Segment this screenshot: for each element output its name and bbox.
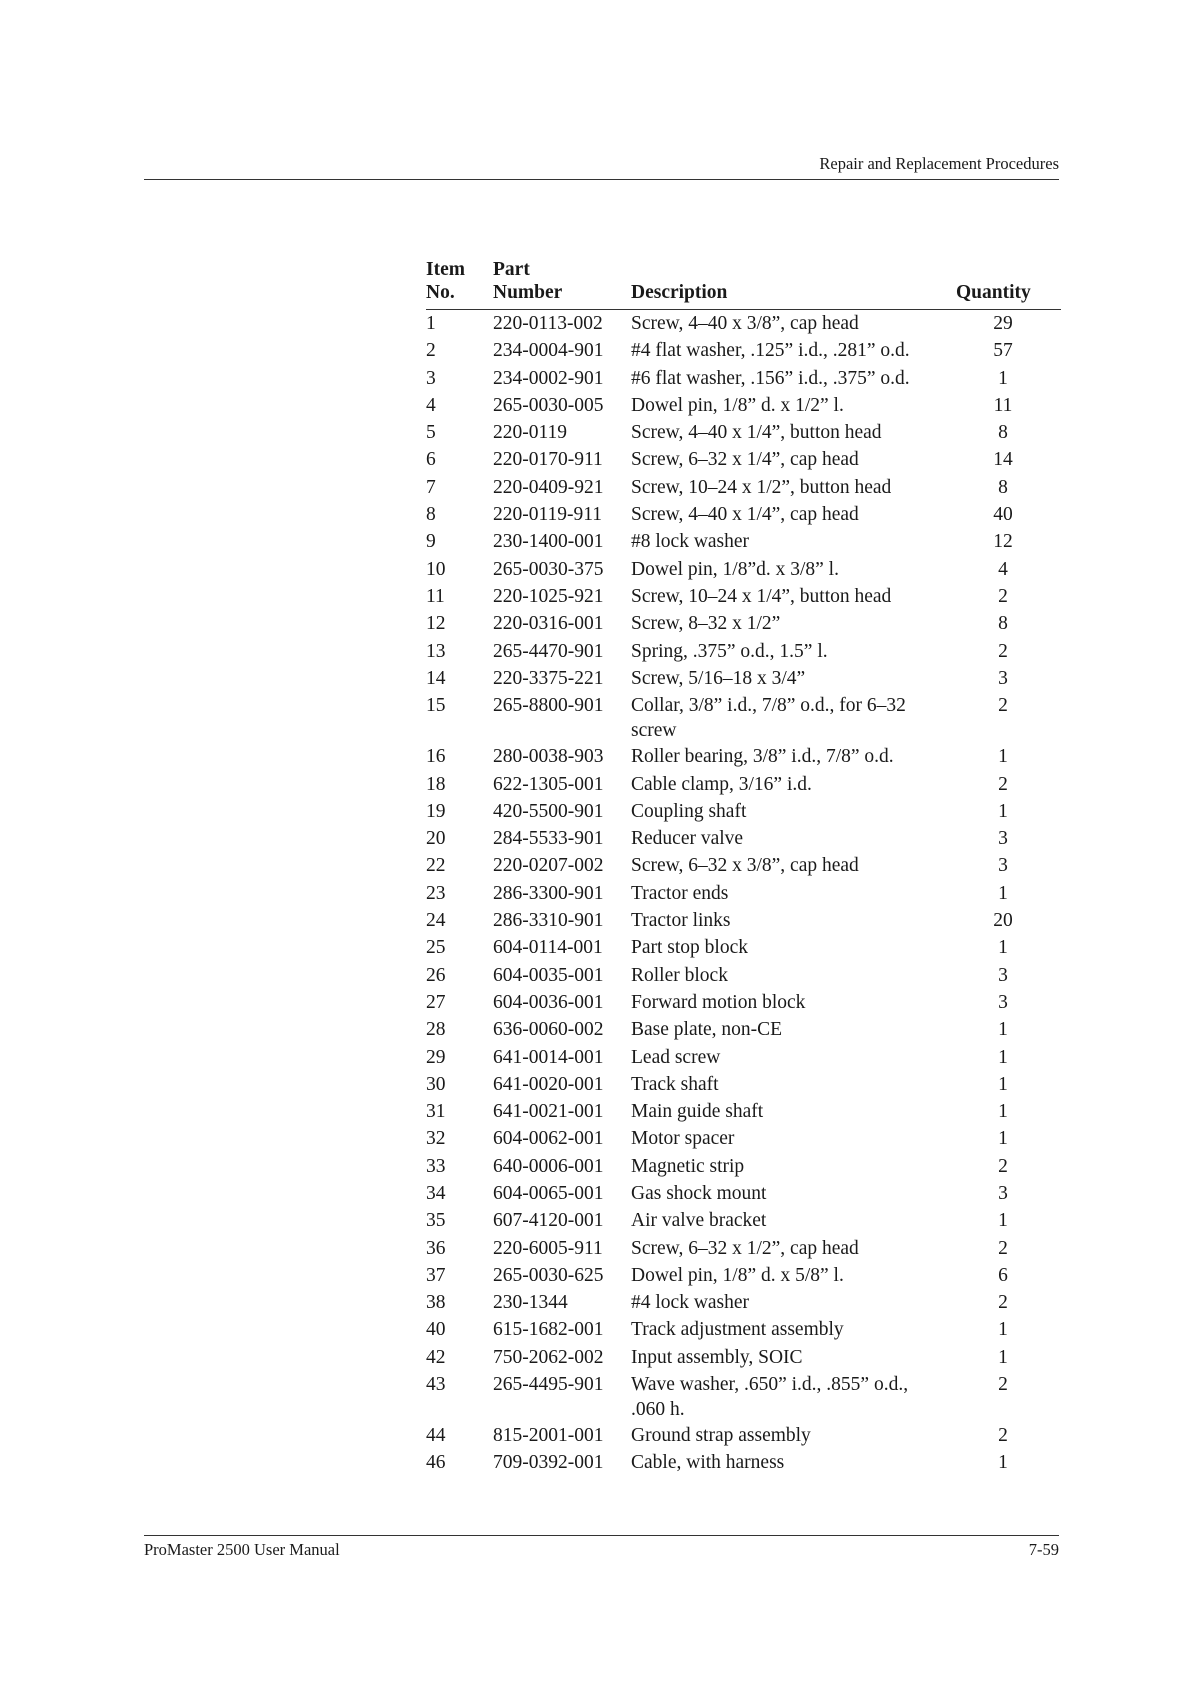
description: Tractor links (631, 910, 731, 932)
part-number: 641-0020-001 (493, 1073, 604, 1095)
table-row (426, 1449, 1061, 1476)
table-row (426, 1153, 1061, 1180)
table-row (426, 1316, 1061, 1343)
part-number: 750-2062-002 (493, 1346, 604, 1368)
description: Magnetic strip (631, 1155, 745, 1177)
quantity: 14 (993, 449, 1013, 471)
header-part-line2: Number (493, 282, 563, 303)
table-row (426, 1180, 1061, 1207)
quantity: 1 (998, 882, 1008, 904)
table-row (426, 1262, 1061, 1289)
item-number: 35 (426, 1210, 446, 1232)
item-number: 29 (426, 1046, 446, 1068)
part-number: 265-0030-375 (493, 558, 604, 580)
quantity: 2 (998, 585, 1008, 607)
quantity: 57 (993, 340, 1013, 362)
item-number: 5 (426, 422, 436, 444)
part-number: 604-0062-001 (493, 1128, 604, 1150)
description: Part stop block (631, 937, 748, 959)
description: Motor spacer (631, 1128, 735, 1150)
description: Roller block (631, 964, 728, 986)
quantity: 12 (993, 531, 1013, 553)
table-row (426, 1422, 1061, 1449)
quantity: 8 (998, 476, 1008, 498)
item-number: 27 (426, 991, 446, 1013)
quantity: 2 (998, 1155, 1008, 1177)
part-number: 220-0207-002 (493, 855, 604, 877)
table-row (426, 798, 1061, 825)
description: Dowel pin, 1/8”d. x 3/8” l. (631, 558, 839, 580)
item-number: 40 (426, 1319, 446, 1341)
part-number: 286-3310-901 (493, 910, 604, 932)
item-number: 25 (426, 937, 446, 959)
description: #4 lock washer (631, 1292, 750, 1314)
item-number: 7 (426, 476, 436, 498)
item-number: 24 (426, 910, 446, 932)
item-number: 42 (426, 1346, 446, 1368)
quantity: 1 (998, 746, 1008, 768)
description-line: Wave washer, .650” i.d., .855” o.d., (631, 1374, 909, 1396)
table-row (426, 1344, 1061, 1371)
table-row (426, 419, 1061, 446)
quantity: 1 (998, 1128, 1008, 1150)
item-number: 6 (426, 449, 436, 471)
table-row (426, 825, 1061, 852)
quantity: 1 (998, 1346, 1008, 1368)
item-number: 22 (426, 855, 446, 877)
item-number: 1 (426, 313, 436, 334)
part-number: 220-3375-221 (493, 667, 604, 689)
item-number: 36 (426, 1237, 446, 1259)
part-number: 220-6005-911 (493, 1237, 603, 1259)
description: Screw, 6–32 x 3/8”, cap head (631, 855, 859, 877)
table-row (426, 365, 1061, 392)
part-number: 220-1025-921 (493, 585, 604, 607)
item-number: 10 (426, 558, 446, 580)
description: Lead screw (631, 1046, 721, 1068)
part-number: 220-0119 (493, 422, 568, 444)
quantity: 1 (998, 1319, 1008, 1341)
table-header (426, 258, 1061, 310)
header-item-line1: Item (426, 259, 465, 280)
part-number: 420-5500-901 (493, 800, 604, 822)
part-number: 265-4495-901 (493, 1374, 604, 1396)
table-row (426, 528, 1061, 555)
quantity: 1 (998, 1073, 1008, 1095)
table-row (426, 1235, 1061, 1262)
description: Screw, 10–24 x 1/2”, button head (631, 476, 892, 498)
table-row (426, 771, 1061, 798)
description (631, 1371, 908, 1422)
table-row (426, 907, 1061, 934)
quantity: 2 (998, 1374, 1008, 1396)
description: #8 lock washer (631, 531, 750, 553)
table-row (426, 743, 1061, 770)
description: Track adjustment assembly (631, 1319, 844, 1341)
description (631, 692, 906, 743)
item-number: 18 (426, 773, 446, 795)
item-number: 9 (426, 531, 436, 553)
item-number: 2 (426, 340, 436, 362)
part-number: 230-1344 (493, 1292, 568, 1314)
item-number: 11 (426, 585, 445, 607)
quantity: 3 (998, 964, 1008, 986)
part-number: 220-0170-911 (493, 449, 603, 471)
quantity: 3 (998, 855, 1008, 877)
part-number: 709-0392-001 (493, 1452, 604, 1474)
item-number: 38 (426, 1292, 446, 1314)
quantity: 3 (998, 991, 1008, 1013)
item-number: 28 (426, 1019, 446, 1041)
description: Track shaft (631, 1073, 719, 1095)
description: Screw, 4–40 x 1/4”, cap head (631, 504, 859, 526)
description: Screw, 5/16–18 x 3/4” (631, 667, 806, 689)
table-row (426, 610, 1061, 637)
table-row (426, 1071, 1061, 1098)
parts-table (426, 258, 1061, 1477)
item-number: 15 (426, 695, 446, 717)
table-row (426, 310, 1061, 337)
part-number: 220-0113-002 (493, 313, 603, 334)
part-number: 220-0409-921 (493, 476, 604, 498)
description: #6 flat washer, .156” i.d., .375” o.d. (631, 367, 910, 389)
table-body (426, 310, 1061, 1477)
description: Air valve bracket (631, 1210, 767, 1232)
quantity: 1 (998, 1046, 1008, 1068)
part-number: 622-1305-001 (493, 773, 604, 795)
item-number: 16 (426, 746, 446, 768)
part-number: 604-0065-001 (493, 1183, 604, 1204)
part-number: 615-1682-001 (493, 1319, 604, 1341)
table-row (426, 1207, 1061, 1234)
quantity: 1 (998, 367, 1008, 389)
table-row (426, 392, 1061, 419)
item-number: 3 (426, 367, 436, 389)
part-number: 604-0036-001 (493, 991, 604, 1013)
quantity: 2 (998, 1292, 1008, 1314)
quantity: 4 (998, 558, 1008, 580)
item-number: 34 (426, 1183, 446, 1204)
quantity: 6 (998, 1264, 1008, 1286)
quantity: 20 (993, 910, 1013, 932)
item-number: 37 (426, 1264, 446, 1286)
description: Gas shock mount (631, 1183, 767, 1204)
item-number: 19 (426, 800, 446, 822)
quantity: 8 (998, 422, 1008, 444)
item-number: 20 (426, 828, 446, 850)
description: Screw, 8–32 x 1/2” (631, 613, 781, 635)
item-number: 30 (426, 1073, 446, 1095)
running-header-title: Repair and Replacement Procedures (819, 154, 1059, 173)
part-number: 284-5533-901 (493, 828, 604, 850)
table-row (426, 501, 1061, 528)
description: Tractor ends (631, 882, 729, 904)
table-row (426, 989, 1061, 1016)
description: Dowel pin, 1/8” d. x 5/8” l. (631, 1264, 844, 1286)
table-row (426, 934, 1061, 961)
description: #4 flat washer, .125” i.d., .281” o.d. (631, 340, 910, 362)
item-number: 43 (426, 1374, 446, 1396)
table-row (426, 1371, 1061, 1422)
description-continuation: .060 h. (631, 1399, 685, 1421)
part-number: 604-0035-001 (493, 964, 604, 986)
table-row (426, 852, 1061, 879)
quantity: 2 (998, 773, 1008, 795)
table-row (426, 446, 1061, 473)
description: Cable clamp, 3/16” i.d. (631, 773, 812, 795)
quantity: 3 (998, 828, 1008, 850)
quantity: 1 (998, 1452, 1008, 1474)
part-number: 265-8800-901 (493, 695, 604, 717)
quantity: 40 (993, 504, 1013, 526)
table-row (426, 880, 1061, 907)
description: Cable, with harness (631, 1452, 785, 1474)
item-number: 44 (426, 1425, 446, 1447)
quantity: 1 (998, 1210, 1008, 1232)
description-continuation: screw (631, 720, 677, 742)
part-number: 815-2001-001 (493, 1425, 604, 1447)
table-row (426, 474, 1061, 501)
description: Forward motion block (631, 991, 806, 1013)
quantity: 3 (998, 1183, 1008, 1204)
description: Screw, 4–40 x 3/8”, cap head (631, 313, 859, 334)
quantity: 1 (998, 1101, 1008, 1123)
table-row (426, 665, 1061, 692)
quantity: 2 (998, 1237, 1008, 1259)
description: Screw, 10–24 x 1/4”, button head (631, 585, 892, 607)
quantity: 1 (998, 800, 1008, 822)
table-row (426, 692, 1061, 743)
footer-manual-title: ProMaster 2500 User Manual (144, 1540, 340, 1559)
description: Base plate, non-CE (631, 1019, 783, 1041)
part-number: 265-4470-901 (493, 640, 604, 662)
description: Reducer valve (631, 828, 744, 850)
table-row (426, 337, 1061, 364)
header-part-line1: Part (493, 259, 530, 280)
footer-page-number: 7-59 (1028, 1540, 1059, 1559)
part-number: 640-0006-001 (493, 1155, 604, 1177)
quantity: 1 (998, 1019, 1008, 1041)
item-number: 33 (426, 1155, 446, 1177)
part-number: 280-0038-903 (493, 746, 604, 768)
part-number: 641-0021-001 (493, 1101, 604, 1123)
description: Ground strap assembly (631, 1425, 811, 1447)
item-number: 32 (426, 1128, 446, 1150)
quantity: 2 (998, 1425, 1008, 1447)
quantity: 11 (993, 394, 1013, 416)
description: Dowel pin, 1/8” d. x 1/2” l. (631, 394, 844, 416)
item-number: 8 (426, 504, 436, 526)
description: Coupling shaft (631, 800, 747, 822)
part-number: 641-0014-001 (493, 1046, 604, 1068)
quantity: 8 (998, 613, 1008, 635)
part-number: 230-1400-001 (493, 531, 604, 553)
item-number: 13 (426, 640, 446, 662)
part-number: 286-3300-901 (493, 882, 604, 904)
quantity: 3 (998, 667, 1008, 689)
description: Screw, 4–40 x 1/4”, button head (631, 422, 882, 444)
part-number: 604-0114-001 (493, 937, 603, 959)
table-row (426, 1125, 1061, 1152)
header-rule (144, 179, 1059, 180)
item-number: 23 (426, 882, 446, 904)
table-row (426, 1289, 1061, 1316)
header-description: Description (631, 282, 728, 303)
quantity: 2 (998, 640, 1008, 662)
table-row (426, 583, 1061, 610)
footer-rule (144, 1535, 1059, 1536)
header-quantity: Quantity (956, 282, 1031, 303)
description: Screw, 6–32 x 1/4”, cap head (631, 449, 859, 471)
table-row (426, 1044, 1061, 1071)
table-row (426, 1016, 1061, 1043)
description: Input assembly, SOIC (631, 1346, 803, 1368)
part-number: 220-0119-911 (493, 504, 603, 526)
table-row (426, 962, 1061, 989)
description: Spring, .375” o.d., 1.5” l. (631, 640, 828, 662)
description: Screw, 6–32 x 1/2”, cap head (631, 1237, 859, 1259)
header-item-line2: No. (426, 282, 455, 303)
part-number: 265-0030-005 (493, 394, 604, 416)
table-row (426, 556, 1061, 583)
part-number: 265-0030-625 (493, 1264, 604, 1286)
item-number: 31 (426, 1101, 446, 1123)
part-number: 220-0316-001 (493, 613, 604, 635)
part-number: 234-0004-901 (493, 340, 604, 362)
description: Main guide shaft (631, 1101, 764, 1123)
item-number: 4 (426, 394, 436, 416)
item-number: 12 (426, 613, 446, 635)
part-number: 607-4120-001 (493, 1210, 604, 1232)
quantity: 1 (998, 937, 1008, 959)
quantity: 29 (993, 313, 1013, 334)
item-number: 14 (426, 667, 446, 689)
description: Roller bearing, 3/8” i.d., 7/8” o.d. (631, 746, 894, 768)
item-number: 46 (426, 1452, 446, 1474)
item-number: 26 (426, 964, 446, 986)
description-line: Collar, 3/8” i.d., 7/8” o.d., for 6–32 (631, 695, 906, 717)
table-row (426, 1098, 1061, 1125)
part-number: 234-0002-901 (493, 367, 604, 389)
quantity: 2 (998, 695, 1008, 717)
table-row (426, 638, 1061, 665)
part-number: 636-0060-002 (493, 1019, 604, 1041)
